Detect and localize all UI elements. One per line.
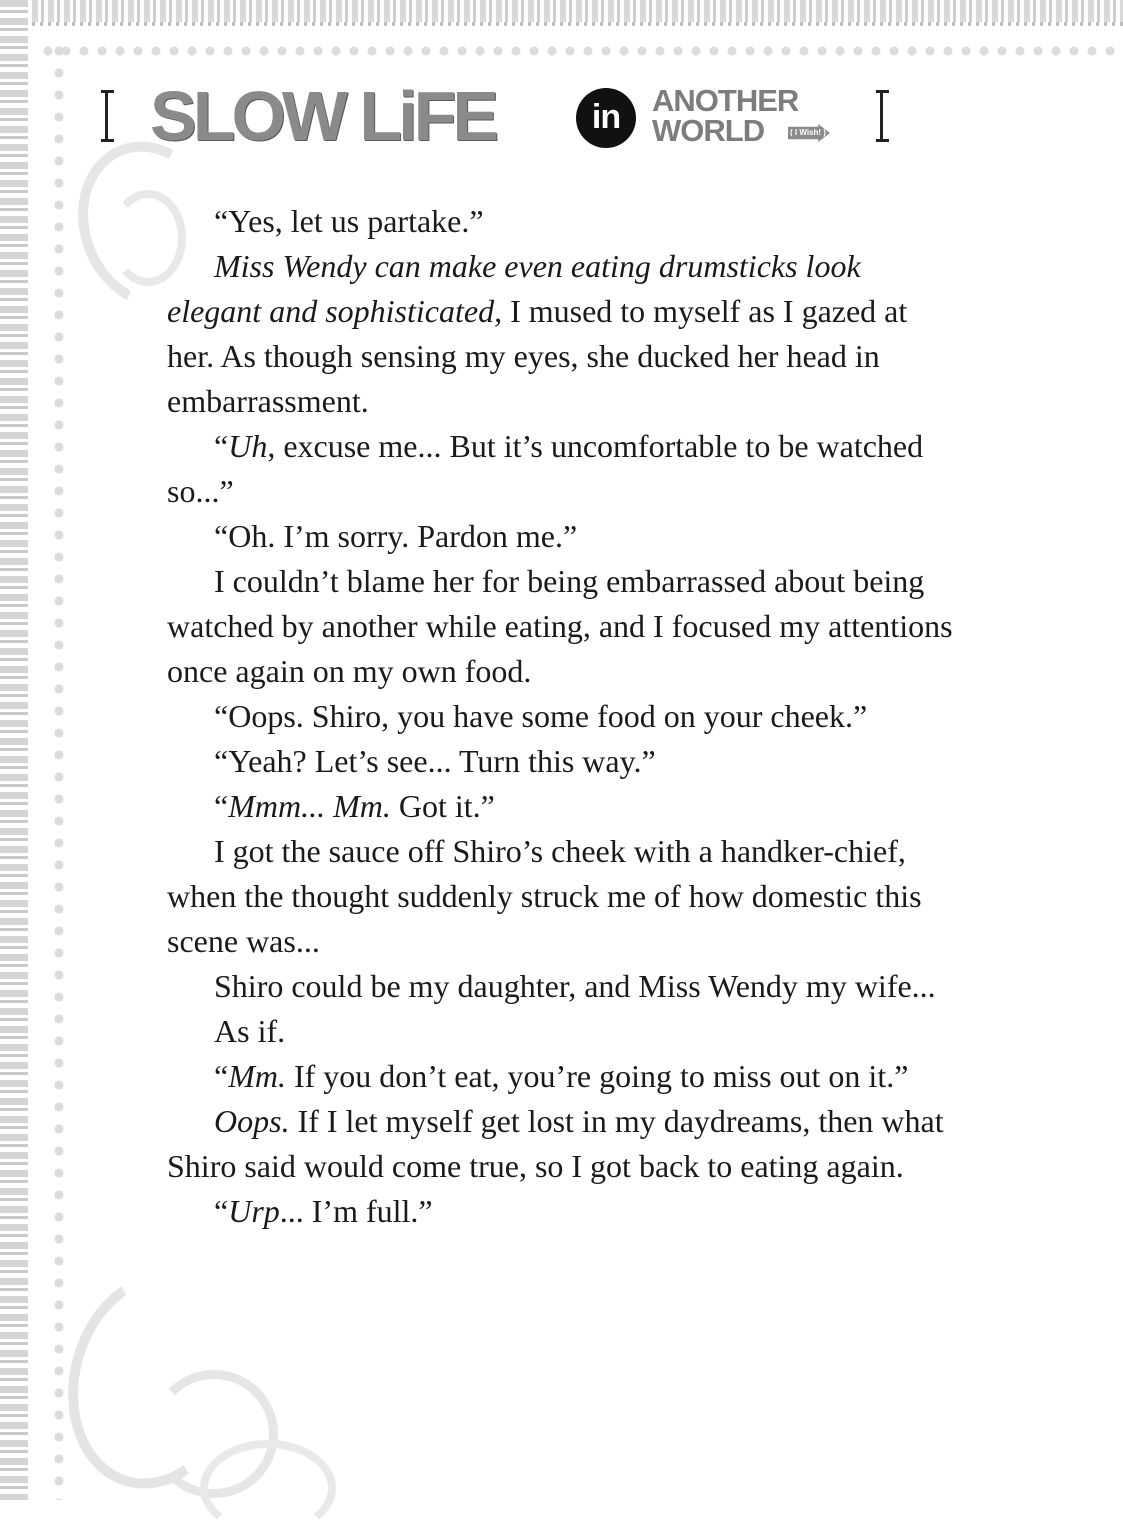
paragraph: [167, 199, 957, 244]
paragraph: [167, 244, 957, 424]
text-run: If you don’t eat, you’re going to miss out on it.”: [285, 1058, 909, 1094]
text-run: I got the sauce off Shiro’s cheek with a handker-chief, when the thought suddenly struck me of how domestic this scene was...: [167, 833, 922, 959]
logo-world: WORLD: [652, 113, 765, 148]
left-bracket-icon: [105, 90, 118, 142]
italic-text: Miss Wendy can make even eating drumsticks look elegant and sophisticated,: [167, 248, 861, 329]
body-text: [167, 199, 957, 1234]
text-run: , excuse me... But it’s uncomfortable to be watched so...”: [167, 428, 924, 509]
decorative-left-border: [0, 0, 28, 1500]
logo-i-wish: ( I Wish! ): [790, 128, 826, 137]
text-run: As if.: [214, 1013, 286, 1049]
text-run: “Oops. Shiro, you have some food on your cheek.”: [214, 698, 868, 734]
text-run: “: [214, 788, 229, 824]
decorative-top-border: [0, 0, 1123, 26]
paragraph: [167, 784, 957, 829]
italic-text: Mm.: [228, 1058, 286, 1094]
italic-text: Mmm... Mm.: [228, 788, 391, 824]
logo-slow-life: SLOW LiFE: [150, 77, 496, 155]
diamond-pattern-column: [50, 42, 68, 1500]
text-run: I couldn’t blame her for being embarrassed about being watched by another while eating, and I focused my attentions once again on my own food.: [167, 563, 953, 689]
italic-text: Oops.: [214, 1103, 290, 1139]
text-run: “Oh. I’m sorry. Pardon me.”: [214, 518, 578, 554]
logo-in-badge: in: [576, 88, 636, 148]
text-run: I mused to myself as I gazed at her. As though sensing my eyes, she ducked her head in embarrassment.: [167, 293, 908, 419]
paragraph: [167, 964, 957, 1009]
flourish-ornament-icon: [200, 1440, 336, 1536]
paragraph: [167, 1099, 957, 1189]
paragraph: [167, 1009, 957, 1054]
text-run: “Yeah? Let’s see... Turn this way.”: [214, 743, 656, 779]
text-run: If I let myself get lost in my daydreams, then what Shiro said would come true, so I got back to eating again.: [167, 1103, 944, 1184]
paragraph: [167, 559, 957, 694]
paragraph: [167, 829, 957, 964]
text-run: “: [214, 428, 229, 464]
text-run: “Yes, let us partake.”: [214, 203, 484, 239]
paragraph: [167, 739, 957, 784]
italic-text: Uh: [228, 428, 268, 464]
text-run: ... I’m full.”: [279, 1193, 433, 1229]
italic-text: Urp: [228, 1193, 280, 1229]
text-run: Got it.”: [390, 788, 495, 824]
paragraph: [167, 424, 957, 514]
right-bracket-icon: [880, 90, 893, 142]
logo-another: ANOTHER: [652, 83, 799, 118]
book-title-header: [100, 77, 900, 155]
paragraph: [167, 694, 957, 739]
diamond-pattern-row: [40, 42, 1123, 60]
paragraph: [167, 514, 957, 559]
text-run: Shiro could be my daughter, and Miss Wendy my wife...: [214, 968, 936, 1004]
text-run: “: [214, 1058, 229, 1094]
paragraph: [167, 1189, 957, 1234]
paragraph: [167, 1054, 957, 1099]
text-run: “: [214, 1193, 229, 1229]
